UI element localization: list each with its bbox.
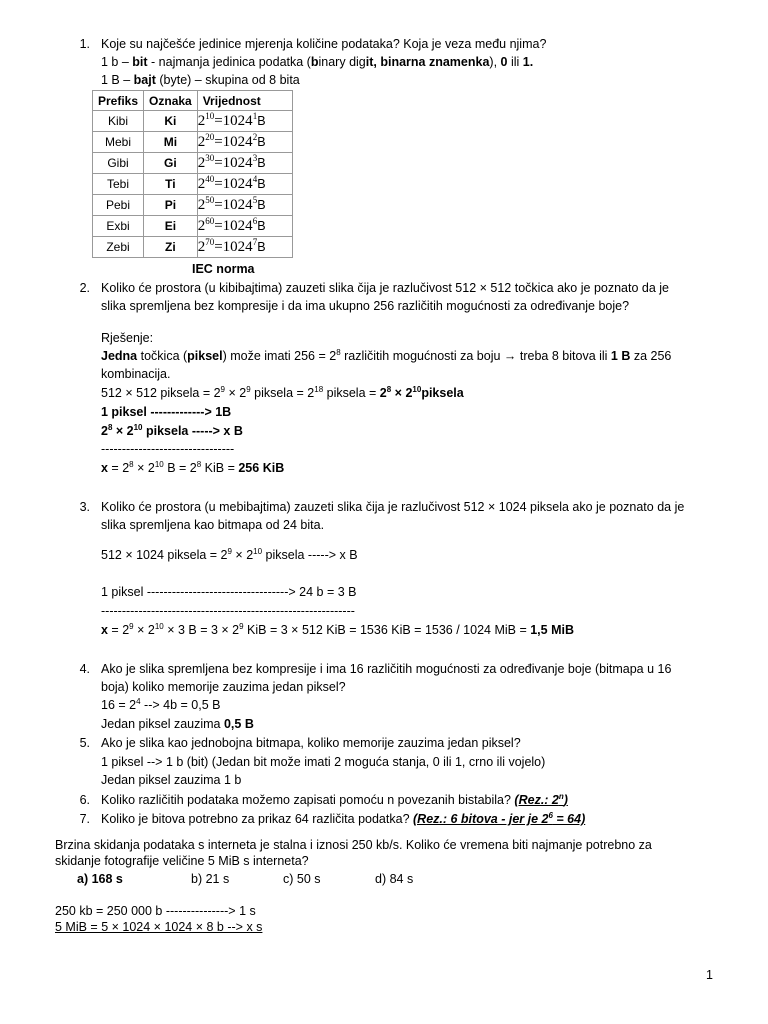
q5-step1: 1 piksel --> 1 b (bit) (Jedan bit može imati 2 moguća stanja, 0 ili 1, crno ili vojelo): [101, 755, 546, 769]
q7-line: Koliko je bitova potrebno za prikaz 64 različita podatka? (Rez.: 6 bitova - jer je $2^6 = 64$): [101, 811, 586, 826]
q2-number: 2.: [79, 281, 90, 295]
prefix-cell: Kibi: [93, 111, 144, 132]
table-row: [93, 237, 293, 258]
q4-step2: Jedan piksel zauzima 0,5 B: [101, 717, 254, 731]
symbol-cell: Ei: [144, 216, 198, 237]
q3-step1: 512 × 1024 piksela = $2^9 \times 2^{10}$ piksela -----> x B: [101, 547, 358, 562]
q6-number: 6.: [79, 793, 90, 807]
q3-step2: 1 piksel ----------------------------------> 24 b = 3 B: [101, 585, 357, 599]
task-line2: skidanje fotografije veličine 5 MiB s interneta?: [55, 854, 309, 868]
task-line1: Brzina skidanja podataka s interneta je stalna i iznosi 250 kb/s. Koliko će vremena biti najmanje potrebno za: [55, 838, 652, 852]
q4-line1: Ako je slika spremljena bez kompresije i ima 16 različitih mogućnosti za određivanje boje (bitmapa u 16: [101, 662, 672, 676]
q4-number: 4.: [79, 662, 90, 676]
q1-line3: 1 B – bajt (byte) – skupina od 8 bita: [101, 73, 300, 87]
q2-step1: Jedna točkica (piksel) može imati $256 = 2^8$ različitih mogućnosti za boju → treba 8 bitova ili 1 B za 256: [101, 348, 672, 363]
q3-line2: slika spremljena kao bitmapa od 24 bita.: [101, 518, 325, 532]
symbol-cell: Ki: [144, 111, 198, 132]
q5-number: 5.: [79, 736, 90, 750]
option-c: c) 50 s: [283, 872, 321, 886]
q2-line2: slika spremljena bez kompresije i da ima ukupno 256 različitih mogućnosti za određivanje boje?: [101, 299, 630, 313]
header-value: Vrijednost: [197, 91, 292, 111]
prefix-cell: Tebi: [93, 174, 144, 195]
q7-number: 7.: [79, 812, 90, 826]
q2-divider: --------------------------------: [101, 442, 235, 456]
value-cell: $2^{60}=1024^6B$: [197, 216, 292, 237]
table-row: [93, 174, 293, 195]
q3-line1: Koliko će prostora (u mebibajtima) zauzeti slika čija je razlučivost 512 × 1024 piksela ako je poznato da je: [101, 500, 685, 514]
value-cell: $2^{50}=1024^5B$: [197, 195, 292, 216]
option-d: d) 84 s: [375, 872, 414, 886]
prefix-cell: Mebi: [93, 132, 144, 153]
symbol-cell: Gi: [144, 153, 198, 174]
q4-step1: $16 = 2^4$ --> 4b = 0,5 B: [101, 697, 221, 712]
table-row: [93, 195, 293, 216]
q6-line: Koliko različitih podataka možemo zapisati pomoću n povezanih bistabila? (Rez.: 2$^n$): [101, 792, 568, 807]
value-cell: $2^{10}=1024^1B$: [197, 111, 292, 132]
symbol-cell: Pi: [144, 195, 198, 216]
header-symbol: Oznaka: [144, 91, 198, 111]
page-number: 1: [706, 968, 713, 982]
value-cell: $2^{20}=1024^2B$: [197, 132, 292, 153]
table-row: [93, 153, 293, 174]
q3-number: 3.: [79, 500, 90, 514]
q5-line1: Ako je slika kao jednobojna bitmapa, koliko memorije zauzima jedan piksel?: [101, 736, 521, 750]
prefix-cell: Exbi: [93, 216, 144, 237]
q1-line1: Koje su najčešće jedinice mjerenja količine podataka? Koja je veza među njima?: [101, 37, 547, 51]
table-row: [93, 111, 293, 132]
value-cell: $2^{70}=1024^7B$: [197, 237, 292, 258]
q5-step2: Jedan piksel zauzima 1 b: [101, 773, 242, 787]
q1-line2: 1 b – bit - najmanja jedinica podatka (binary digit, binarna znamenka), 0 ili 1.: [101, 55, 534, 69]
q2-line1: Koliko će prostora (u kibibajtima) zauzeti slika čija je razlučivost 512 × 512 točkica ako je poznato da je: [101, 281, 669, 295]
arrow-right-icon: →: [503, 349, 517, 363]
prefix-cell: Gibi: [93, 153, 144, 174]
q2-solution-label: Rješenje:: [101, 331, 154, 345]
q3-result: $x = 2^9 \times 2^{10} \times 3$ $B = 3 \times 2^9$ KiB = 3 × 512 KiB = 1536 KiB = 1536 / 1024 MiB = 1,5 MiB: [101, 622, 574, 637]
prefix-cell: Zebi: [93, 237, 144, 258]
header-prefix: Prefiks: [93, 91, 144, 111]
option-b: b) 21 s: [191, 872, 230, 886]
iec-prefix-table: [92, 90, 293, 258]
prefix-cell: Pebi: [93, 195, 144, 216]
symbol-cell: Zi: [144, 237, 198, 258]
symbol-cell: Mi: [144, 132, 198, 153]
q4-line2: boja) koliko memorije zauzima jedan piksel?: [101, 680, 346, 694]
table-row: [93, 216, 293, 237]
table-row: [93, 132, 293, 153]
table-header-row: [93, 91, 293, 111]
q1-number: 1.: [79, 37, 90, 51]
value-cell: $2^{40}=1024^4B$: [197, 174, 292, 195]
q2-step1b: kombinacija.: [101, 367, 171, 381]
q2-step4: $2^8 \times 2^{10}$ piksela -----> x B: [101, 423, 243, 438]
q2-step3: 1 piksel -------------> 1B: [101, 405, 232, 419]
q3-divider: -------------------------------------------------------------: [101, 604, 355, 618]
symbol-cell: Ti: [144, 174, 198, 195]
q2-step2: 512 × 512 piksela = $2^9 \times 2^9$ piksela = $2^{18}$ piksela = $2^8$ × $2^{10}piksela$: [101, 385, 464, 400]
q2-result: $x = 2^8 \times 2^{10}$ $B = 2^8$ KiB = 256 KiB: [101, 460, 285, 475]
task-step2: 5 MiB = 5 × 1024 × 1024 × 8 b --> x s: [55, 920, 263, 934]
value-cell: $2^{30}=1024^3B$: [197, 153, 292, 174]
table-caption: IEC norma: [192, 262, 255, 276]
option-a: a) 168 s: [77, 872, 123, 886]
task-step1: 250 kb = 250 000 b ---------------> 1 s: [55, 904, 256, 918]
